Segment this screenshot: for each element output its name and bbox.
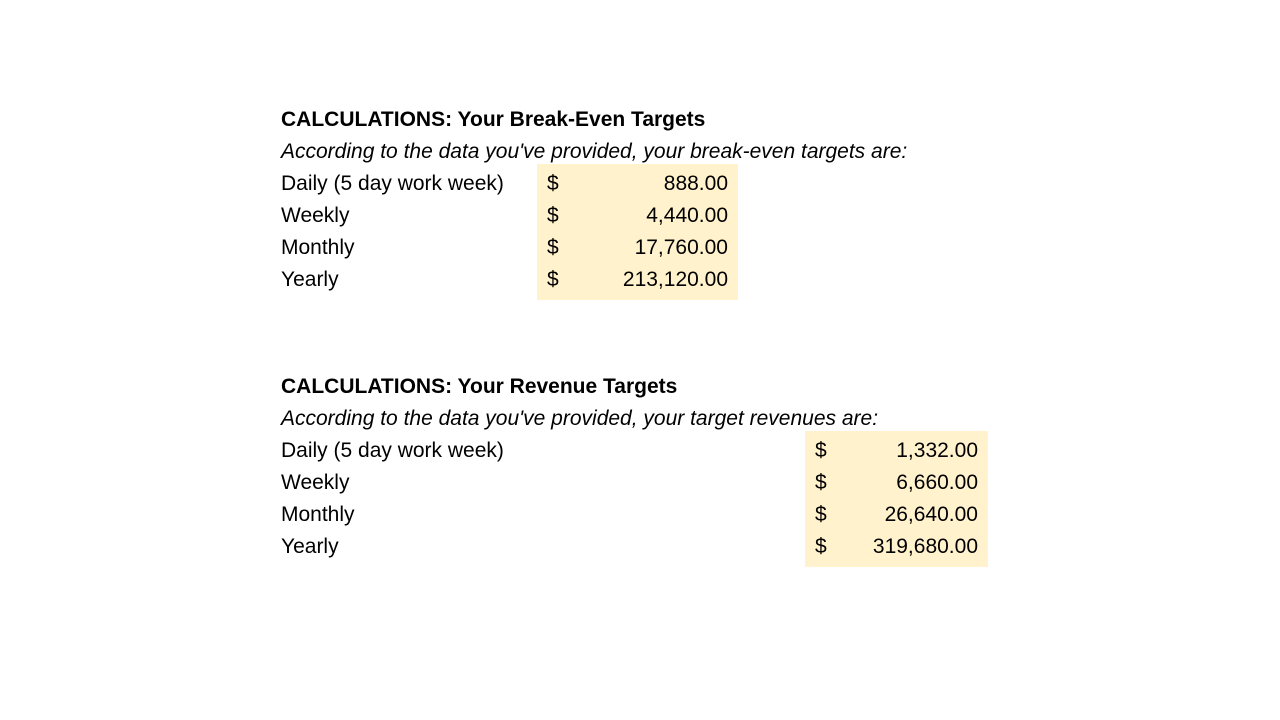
value-cell xyxy=(805,531,988,567)
breakeven-row-daily xyxy=(281,168,1001,200)
value-cell xyxy=(537,232,738,264)
value-cell xyxy=(805,499,988,531)
row-label: Yearly xyxy=(281,268,339,291)
row-label: Monthly xyxy=(281,236,355,259)
row-label: Daily (5 day work week) xyxy=(281,439,504,462)
currency-symbol: $ xyxy=(547,172,559,195)
row-label: Daily (5 day work week) xyxy=(281,172,504,195)
revenue-row-yearly xyxy=(281,531,1001,563)
value-cell xyxy=(805,467,988,499)
revenue-section xyxy=(281,371,1001,563)
breakeven-section xyxy=(281,104,1001,296)
amount-value: 4,440.00 xyxy=(646,204,728,227)
row-label: Weekly xyxy=(281,204,350,227)
amount-value: 1,332.00 xyxy=(896,439,978,462)
currency-symbol: $ xyxy=(815,439,827,462)
value-cell xyxy=(537,264,738,300)
breakeven-subheading: According to the data you've provided, your break-even targets are: xyxy=(281,140,908,163)
currency-symbol: $ xyxy=(815,471,827,494)
amount-value: 319,680.00 xyxy=(872,535,978,558)
currency-symbol: $ xyxy=(547,204,559,227)
breakeven-heading: CALCULATIONS: Your Break-Even Targets xyxy=(281,108,706,131)
revenue-row-weekly xyxy=(281,467,1001,499)
currency-symbol: $ xyxy=(547,268,559,291)
currency-symbol: $ xyxy=(547,236,559,259)
value-cell xyxy=(537,200,738,232)
currency-symbol: $ xyxy=(815,503,827,526)
amount-value: 888.00 xyxy=(663,172,728,195)
value-cell xyxy=(537,164,738,200)
amount-value: 213,120.00 xyxy=(622,268,728,291)
revenue-row-monthly xyxy=(281,499,1001,531)
amount-value: 26,640.00 xyxy=(884,503,978,526)
breakeven-row-weekly xyxy=(281,200,1001,232)
row-label: Weekly xyxy=(281,471,350,494)
amount-value: 6,660.00 xyxy=(896,471,978,494)
breakeven-row-monthly xyxy=(281,232,1001,264)
row-label: Monthly xyxy=(281,503,355,526)
value-cell xyxy=(805,431,988,467)
revenue-row-daily xyxy=(281,435,1001,467)
row-label: Yearly xyxy=(281,535,339,558)
revenue-subheading: According to the data you've provided, your target revenues are: xyxy=(281,407,879,430)
revenue-heading: CALCULATIONS: Your Revenue Targets xyxy=(281,375,678,398)
currency-symbol: $ xyxy=(815,535,827,558)
breakeven-row-yearly xyxy=(281,264,1001,296)
amount-value: 17,760.00 xyxy=(634,236,728,259)
